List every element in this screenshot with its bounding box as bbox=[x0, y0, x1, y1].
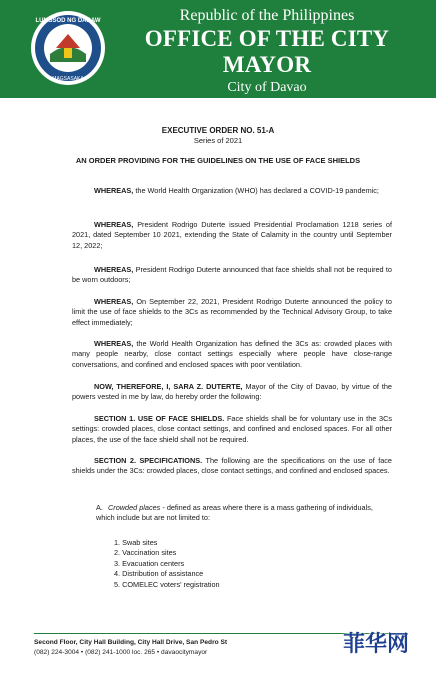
item-a: A. Crowded places - defined as areas where there is a mass gathering of individuals, which include but are not limited to: bbox=[96, 503, 373, 523]
list-item: 5. COMELEC voters' registration bbox=[114, 579, 220, 589]
letterhead-text bbox=[112, 6, 422, 98]
letterhead bbox=[0, 0, 436, 98]
list-item: 1. Swab sites bbox=[114, 538, 158, 547]
city-seal-icon bbox=[30, 10, 106, 86]
office-title: OFFICE OF THE CITY MAYOR bbox=[144, 26, 390, 77]
paragraph-1: WHEREAS, the World Health Organization (WHO) has declared a COVID-19 pandemic; bbox=[94, 186, 379, 195]
city-name: City of Davao bbox=[227, 80, 307, 95]
list-item: 2. Vaccination sites bbox=[114, 548, 177, 558]
footer-line-2: (082) 224-3004 • (082) 241-1000 loc. 265 • davaocitymayor bbox=[34, 649, 208, 656]
crowded-places-list bbox=[114, 538, 220, 590]
watermark-text: 菲华网 bbox=[342, 631, 409, 657]
section-1: SECTION 1. USE OF FACE SHIELDS. Face shields shall be for voluntary use in the 3Cs settings: crowded places, close contact settings, and confined and enclosed spaces. For all other places, the use of the face shield shall not be required. bbox=[72, 414, 392, 444]
paragraph-4: WHEREAS, On September 22, 2021, President Rodrigo Duterte announced the policy to limit the use of face shields to the 3Cs as recommended by the Technical Advisory Group, to take effect immediately; bbox=[72, 297, 392, 327]
order-subject: AN ORDER PROVIDING FOR THE GUIDELINES ON THE USE OF FACE SHIELDS bbox=[75, 156, 361, 165]
section-2: SECTION 2. SPECIFICATIONS. The following are the specifications on the use of face shields under the 3Cs: crowded places, close contact settings, and confined and enclosed spaces. bbox=[72, 456, 392, 476]
order-series: Series of 2021 bbox=[193, 136, 243, 145]
republic-line: Republic of the Philippines bbox=[179, 7, 355, 24]
paragraph-6: NOW, THEREFORE, I, SARA Z. DUTERTE, Mayor of the City of Davao, by virtue of the powers vested in me by law, do hereby order the following: bbox=[72, 382, 392, 402]
svg-text:LUNGSOD NG DABAW: LUNGSOD NG DABAW bbox=[35, 18, 101, 24]
paragraph-3: WHEREAS, President Rodrigo Duterte announced that face shields shall not be required to be worn outdoors; bbox=[72, 265, 392, 285]
watermark-logo bbox=[320, 620, 432, 664]
list-item: 3. Evacuation centers bbox=[114, 558, 185, 568]
svg-text:MAGSASAKA: MAGSASAKA bbox=[52, 76, 84, 82]
list-item: 4. Distribution of assistance bbox=[114, 569, 204, 579]
footer-line-1: Second Floor, City Hall Building, City Hall Drive, San Pedro St bbox=[34, 639, 228, 646]
paragraph-2: WHEREAS, President Rodrigo Duterte issued Presidential Proclamation 1218 series of 2021, dated September 10 2021, extending the State of Calamity in the country until September 12, 2022; bbox=[72, 220, 392, 250]
paragraph-5: WHEREAS, the World Health Organization has defined the 3Cs as: crowded places with many people nearby, close contact settings especially where people have close-range conversations, and confined and enclosed spaces with poor ventilation. bbox=[72, 339, 392, 369]
order-title: EXECUTIVE ORDER NO. 51-A bbox=[161, 126, 275, 135]
